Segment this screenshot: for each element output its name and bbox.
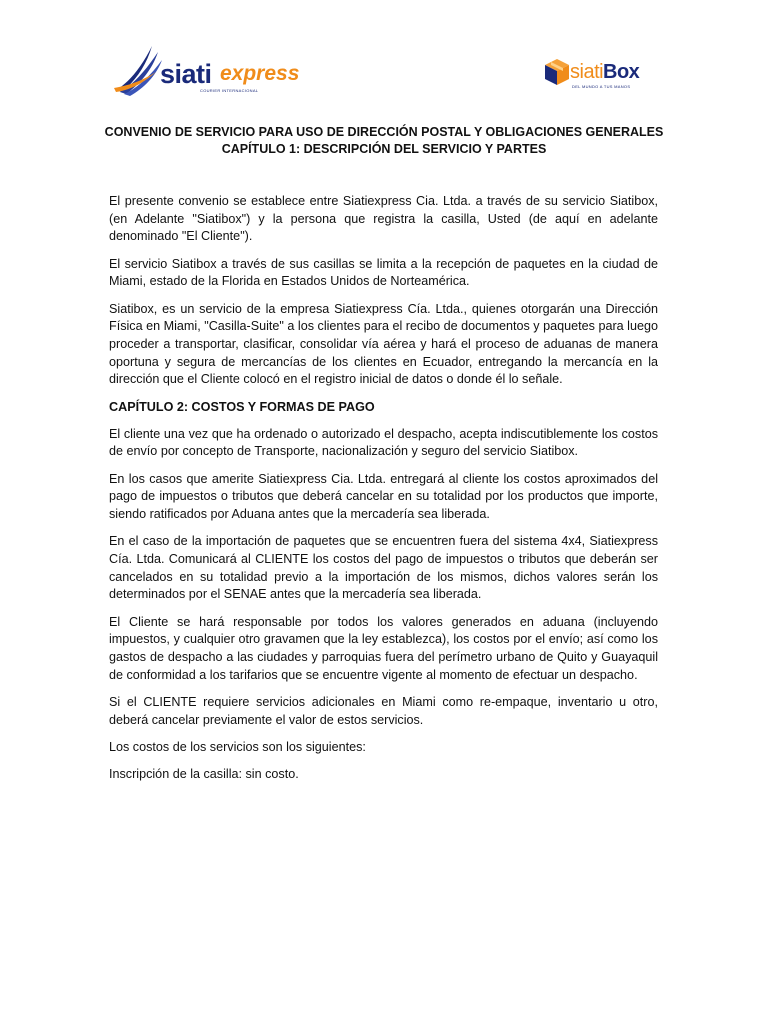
paragraph-additional-services: Si el CLIENTE requiere servicios adicionales en Miami como re-empaque, inventario u otro, deberá cancelar previamente el valor de estos servicios. <box>109 694 658 727</box>
siatibox-logo <box>544 58 654 98</box>
box-cube-icon <box>544 58 570 86</box>
box-brand-siati-text: siati <box>570 61 604 83</box>
paragraph-service-description: Siatibox, es un servicio de la empresa Siatiexpress Cía. Ltda., quienes otorgarán una Dirección Física en Miami, "Casilla-Suite" a los clientes para el recibo de documentos y paquetes para luego proceder a transportar, clasificar, consolidar vía aérea y hará el proceso de aduanas de manera oportuna y segura de mercancías de los clientes en Ecuador, entregando la mercancía en la dirección que el Cliente colocó en el registro inicial de datos o donde él lo señale. <box>109 301 658 387</box>
box-brand-box-text: Box <box>603 61 640 83</box>
paragraph-tax-estimates: En los casos que amerite Siatiexpress Cia. Ltda. entregará al cliente los costos aproximados del pago de impuestos o tributos que deberá cancelar en su totalidad por los productos que importe, siendo ratificados por Aduana antes que la mercadería sea liberada. <box>109 471 658 522</box>
document-body <box>109 193 658 793</box>
paragraph-costs-intro: Los costos de los servicios son los siguientes: <box>109 739 366 754</box>
title-line-2: CAPÍTULO 1: DESCRIPCIÓN DEL SERVICIO Y PARTES <box>221 142 547 156</box>
paragraph-dispatch-costs: El cliente una vez que ha ordenado o autorizado el despacho, acepta indiscutiblemente los costos de envío por concepto de Transporte, nacionalización y seguro del servicio Siatibox. <box>109 426 658 459</box>
box-brand-tagline: DEL MUNDO A TUS MANOS <box>572 84 631 89</box>
siatiexpress-logo <box>112 42 302 98</box>
paragraph-scope: El servicio Siatibox a través de sus casillas se limita a la recepción de paquetes en la ciudad de Miami, estado de la Florida en Estados Unidos de Norteamérica. <box>109 256 658 289</box>
paragraph-parties: El presente convenio se establece entre Siatiexpress Cia. Ltda. a través de su servicio Siatibox, (en Adelante "Siatibox") y la persona que registra la casilla, Usted (de aquí en adelante denominado "El Cliente"). <box>109 194 658 244</box>
brand-siati-text: siati <box>160 59 212 89</box>
title-line-1: CONVENIO DE SERVICIO PARA USO DE DIRECCIÓN POSTAL Y OBLIGACIONES GENERALES <box>104 125 664 139</box>
paragraph-4x4-system: En el caso de la importación de paquetes que se encuentren fuera del sistema 4x4, Siatiexpress Cía. Ltda. Comunicará al CLIENTE los costos del pago de impuestos o tributos que deberán ser cancelados en su totalidad previo a la importación de los mismos, dichos valores serán los determinados por el SENAE antes que la mercadería sea liberada. <box>109 534 658 602</box>
brand-tagline: COURIER INTERNACIONAL <box>200 88 259 93</box>
paragraph-client-responsibility: El Cliente se hará responsable por todos los valores generados en aduana (incluyendo impuestos, y cualquier otro gravamen que la ley establezca), los costos por el envío; así como los gastos de despacho a las ciudades y parroquias fuera del perímetro urbano de Quito y Guayaquil de conformidad a los tarifarios que se encuentre vigente al momento de efectuar un despacho. <box>109 614 658 682</box>
brand-express-text: express <box>220 62 300 85</box>
chapter-2-heading: CAPÍTULO 2: COSTOS Y FORMAS DE PAGO <box>109 399 375 414</box>
document-header <box>0 0 768 110</box>
paragraph-registration-cost: Inscripción de la casilla: sin costo. <box>109 766 299 781</box>
document-title <box>0 124 768 158</box>
